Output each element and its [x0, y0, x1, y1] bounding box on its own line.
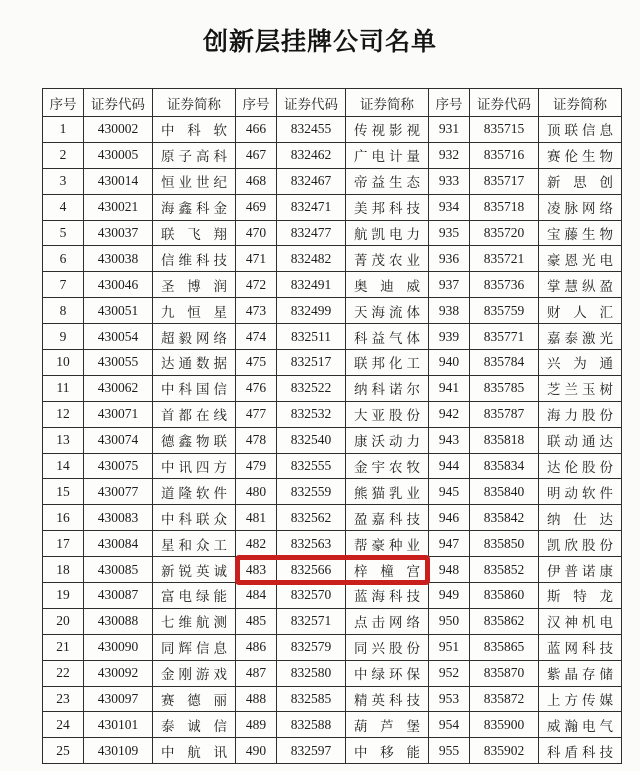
cell-seq: 951 [429, 634, 470, 660]
cell-code: 832566 [277, 557, 346, 583]
cell-code: 832471 [277, 194, 346, 220]
cell-name: 新锐英诚 [153, 557, 236, 583]
table-row [43, 557, 622, 583]
cell-code: 430037 [84, 220, 153, 246]
cell-seq: 937 [429, 272, 470, 298]
cell-seq: 932 [429, 142, 470, 168]
cell-name: 兴为通 [539, 350, 622, 376]
cell-code: 430046 [84, 272, 153, 298]
table-row [43, 142, 622, 168]
cell-code: 832477 [277, 220, 346, 246]
cell-code: 430051 [84, 298, 153, 324]
cell-code: 832597 [277, 738, 346, 764]
cell-name: 富电绿能 [153, 583, 236, 609]
cell-seq: 21 [43, 634, 84, 660]
table-row [43, 453, 622, 479]
cell-seq: 20 [43, 608, 84, 634]
cell-seq: 490 [236, 738, 277, 764]
cell-name: 原子高科 [153, 142, 236, 168]
cell-code: 835834 [470, 453, 539, 479]
cell-seq: 486 [236, 634, 277, 660]
cell-name: 伊普诺康 [539, 557, 622, 583]
cell-code: 430077 [84, 479, 153, 505]
cell-seq: 468 [236, 168, 277, 194]
cell-seq: 488 [236, 686, 277, 712]
cell-code: 832571 [277, 608, 346, 634]
cell-seq: 1 [43, 117, 84, 143]
cell-name: 新思创 [539, 168, 622, 194]
cell-code: 832455 [277, 117, 346, 143]
cell-name: 美邦科技 [346, 194, 429, 220]
companies-table [42, 88, 622, 764]
header-name-3: 证券简称 [539, 89, 622, 117]
cell-code: 835872 [470, 686, 539, 712]
table-row [43, 427, 622, 453]
cell-seq: 952 [429, 660, 470, 686]
cell-seq: 479 [236, 453, 277, 479]
cell-code: 835850 [470, 531, 539, 557]
cell-seq: 18 [43, 557, 84, 583]
cell-name: 点击网络 [346, 608, 429, 634]
cell-name: 熊猫乳业 [346, 479, 429, 505]
table-row [43, 194, 622, 220]
header-code-2: 证券代码 [277, 89, 346, 117]
cell-name: 恒业世纪 [153, 168, 236, 194]
cell-name: 嘉泰激光 [539, 324, 622, 350]
table-row [43, 712, 622, 738]
cell-name: 天海流体 [346, 298, 429, 324]
cell-seq: 487 [236, 660, 277, 686]
cell-seq: 943 [429, 427, 470, 453]
cell-code: 835870 [470, 660, 539, 686]
cell-name: 海鑫科金 [153, 194, 236, 220]
cell-name: 航凯电力 [346, 220, 429, 246]
cell-name: 蓝网科技 [539, 634, 622, 660]
header-name-2: 证券简称 [346, 89, 429, 117]
cell-name: 盈嘉科技 [346, 505, 429, 531]
header-seq-2: 序号 [236, 89, 277, 117]
cell-code: 832499 [277, 298, 346, 324]
cell-name: 凯欣股份 [539, 531, 622, 557]
table-body [43, 117, 622, 764]
cell-name: 赛德丽 [153, 686, 236, 712]
table-row [43, 686, 622, 712]
cell-code: 835718 [470, 194, 539, 220]
cell-seq: 955 [429, 738, 470, 764]
cell-seq: 949 [429, 583, 470, 609]
cell-code: 430109 [84, 738, 153, 764]
cell-seq: 4 [43, 194, 84, 220]
cell-code: 430075 [84, 453, 153, 479]
cell-name: 圣博润 [153, 272, 236, 298]
cell-name: 中移能 [346, 738, 429, 764]
cell-code: 430088 [84, 608, 153, 634]
cell-name: 梓橦宫 [346, 557, 429, 583]
cell-name: 大亚股份 [346, 401, 429, 427]
cell-seq: 3 [43, 168, 84, 194]
cell-name: 海力股份 [539, 401, 622, 427]
cell-code: 835720 [470, 220, 539, 246]
cell-seq: 5 [43, 220, 84, 246]
cell-code: 835785 [470, 375, 539, 401]
cell-seq: 474 [236, 324, 277, 350]
cell-name: 道隆软件 [153, 479, 236, 505]
cell-code: 430074 [84, 427, 153, 453]
cell-name: 信维科技 [153, 246, 236, 272]
cell-code: 835771 [470, 324, 539, 350]
cell-code: 430005 [84, 142, 153, 168]
cell-seq: 13 [43, 427, 84, 453]
cell-name: 帮豪种业 [346, 531, 429, 557]
cell-code: 430002 [84, 117, 153, 143]
cell-seq: 476 [236, 375, 277, 401]
cell-name: 超毅网络 [153, 324, 236, 350]
cell-seq: 9 [43, 324, 84, 350]
cell-name: 精英科技 [346, 686, 429, 712]
page-title: 创新层挂牌公司名单 [202, 28, 437, 56]
cell-name: 泰诚信 [153, 712, 236, 738]
cell-name: 联飞翔 [153, 220, 236, 246]
table-row [43, 324, 622, 350]
cell-name: 德鑫物联 [153, 427, 236, 453]
cell-code: 832482 [277, 246, 346, 272]
cell-code: 832462 [277, 142, 346, 168]
cell-seq: 467 [236, 142, 277, 168]
cell-name: 掌慧纵盈 [539, 272, 622, 298]
cell-code: 832563 [277, 531, 346, 557]
cell-code: 835759 [470, 298, 539, 324]
cell-name: 威瀚电气 [539, 712, 622, 738]
cell-seq: 470 [236, 220, 277, 246]
cell-name: 汉神机电 [539, 608, 622, 634]
cell-seq: 475 [236, 350, 277, 376]
cell-code: 430038 [84, 246, 153, 272]
cell-name: 菁茂农业 [346, 246, 429, 272]
cell-code: 835865 [470, 634, 539, 660]
cell-name: 联动通达 [539, 427, 622, 453]
cell-seq: 947 [429, 531, 470, 557]
cell-seq: 466 [236, 117, 277, 143]
cell-name: 星和众工 [153, 531, 236, 557]
cell-code: 835716 [470, 142, 539, 168]
table-row [43, 117, 622, 143]
cell-code: 835900 [470, 712, 539, 738]
cell-name: 联邦化工 [346, 350, 429, 376]
cell-name: 芝兰玉树 [539, 375, 622, 401]
cell-seq: 935 [429, 220, 470, 246]
cell-name: 康沃动力 [346, 427, 429, 453]
cell-code: 430097 [84, 686, 153, 712]
cell-name: 纳仕达 [539, 505, 622, 531]
cell-code: 835784 [470, 350, 539, 376]
cell-seq: 480 [236, 479, 277, 505]
cell-code: 835902 [470, 738, 539, 764]
header-seq-3: 序号 [429, 89, 470, 117]
cell-name: 明动软件 [539, 479, 622, 505]
cell-seq: 941 [429, 375, 470, 401]
table-row [43, 401, 622, 427]
table-row [43, 168, 622, 194]
cell-name: 蓝海科技 [346, 583, 429, 609]
cell-seq: 489 [236, 712, 277, 738]
cell-code: 832555 [277, 453, 346, 479]
cell-seq: 942 [429, 401, 470, 427]
cell-code: 835787 [470, 401, 539, 427]
cell-seq: 23 [43, 686, 84, 712]
cell-name: 传视影视 [346, 117, 429, 143]
cell-name: 首都在线 [153, 401, 236, 427]
cell-code: 430101 [84, 712, 153, 738]
cell-seq: 945 [429, 479, 470, 505]
table-row [43, 350, 622, 376]
cell-seq: 934 [429, 194, 470, 220]
cell-seq: 940 [429, 350, 470, 376]
cell-name: 斯特龙 [539, 583, 622, 609]
cell-name: 纳科诺尔 [346, 375, 429, 401]
cell-code: 835721 [470, 246, 539, 272]
cell-code: 430062 [84, 375, 153, 401]
cell-code: 835736 [470, 272, 539, 298]
cell-seq: 2 [43, 142, 84, 168]
cell-code: 430021 [84, 194, 153, 220]
cell-code: 832562 [277, 505, 346, 531]
cell-seq: 484 [236, 583, 277, 609]
cell-code: 832540 [277, 427, 346, 453]
cell-seq: 482 [236, 531, 277, 557]
cell-code: 835852 [470, 557, 539, 583]
cell-code: 430014 [84, 168, 153, 194]
cell-name: 达伦股份 [539, 453, 622, 479]
table-row [43, 634, 622, 660]
cell-seq: 478 [236, 427, 277, 453]
cell-seq: 946 [429, 505, 470, 531]
cell-seq: 19 [43, 583, 84, 609]
cell-code: 832580 [277, 660, 346, 686]
table-row [43, 660, 622, 686]
cell-name: 中科国信 [153, 375, 236, 401]
cell-code: 430090 [84, 634, 153, 660]
cell-code: 832588 [277, 712, 346, 738]
cell-seq: 477 [236, 401, 277, 427]
cell-seq: 10 [43, 350, 84, 376]
cell-seq: 938 [429, 298, 470, 324]
cell-name: 中科联众 [153, 505, 236, 531]
cell-code: 832511 [277, 324, 346, 350]
cell-code: 835860 [470, 583, 539, 609]
cell-seq: 931 [429, 117, 470, 143]
cell-name: 科盾科技 [539, 738, 622, 764]
cell-seq: 472 [236, 272, 277, 298]
cell-name: 七维航测 [153, 608, 236, 634]
table-row [43, 375, 622, 401]
cell-name: 九恒星 [153, 298, 236, 324]
cell-seq: 944 [429, 453, 470, 479]
table-row [43, 220, 622, 246]
cell-name: 广电计量 [346, 142, 429, 168]
cell-seq: 469 [236, 194, 277, 220]
cell-seq: 14 [43, 453, 84, 479]
cell-seq: 953 [429, 686, 470, 712]
cell-code: 835862 [470, 608, 539, 634]
table-row [43, 583, 622, 609]
cell-name: 紫晶存储 [539, 660, 622, 686]
cell-seq: 16 [43, 505, 84, 531]
table-row [43, 272, 622, 298]
cell-code: 835840 [470, 479, 539, 505]
cell-code: 430083 [84, 505, 153, 531]
cell-code: 835842 [470, 505, 539, 531]
header-seq-1: 序号 [43, 89, 84, 117]
cell-seq: 471 [236, 246, 277, 272]
cell-name: 葫芦堡 [346, 712, 429, 738]
cell-code: 832522 [277, 375, 346, 401]
cell-code: 832532 [277, 401, 346, 427]
cell-code: 430071 [84, 401, 153, 427]
cell-name: 中绿环保 [346, 660, 429, 686]
cell-name: 中科软 [153, 117, 236, 143]
cell-name: 顶联信息 [539, 117, 622, 143]
cell-name: 凌脉网络 [539, 194, 622, 220]
table-row [43, 246, 622, 272]
cell-seq: 948 [429, 557, 470, 583]
cell-seq: 22 [43, 660, 84, 686]
cell-code: 430087 [84, 583, 153, 609]
cell-code: 430054 [84, 324, 153, 350]
cell-code: 832579 [277, 634, 346, 660]
cell-seq: 24 [43, 712, 84, 738]
cell-code: 430092 [84, 660, 153, 686]
cell-name: 中航讯 [153, 738, 236, 764]
cell-seq: 15 [43, 479, 84, 505]
cell-name: 奥迪威 [346, 272, 429, 298]
cell-code: 832585 [277, 686, 346, 712]
table-row [43, 738, 622, 764]
table-row [43, 608, 622, 634]
table-header-row [43, 89, 622, 117]
cell-seq: 8 [43, 298, 84, 324]
cell-name: 财人汇 [539, 298, 622, 324]
cell-seq: 954 [429, 712, 470, 738]
cell-seq: 936 [429, 246, 470, 272]
header-code-1: 证券代码 [84, 89, 153, 117]
cell-name: 金宇农牧 [346, 453, 429, 479]
cell-code: 832517 [277, 350, 346, 376]
cell-seq: 485 [236, 608, 277, 634]
cell-seq: 950 [429, 608, 470, 634]
cell-seq: 25 [43, 738, 84, 764]
cell-seq: 6 [43, 246, 84, 272]
cell-code: 430084 [84, 531, 153, 557]
cell-name: 同兴股份 [346, 634, 429, 660]
cell-code: 832570 [277, 583, 346, 609]
cell-name: 达通数据 [153, 350, 236, 376]
table-row [43, 479, 622, 505]
table-row [43, 531, 622, 557]
cell-seq: 473 [236, 298, 277, 324]
cell-seq: 481 [236, 505, 277, 531]
cell-seq: 483 [236, 557, 277, 583]
cell-name: 帝益生态 [346, 168, 429, 194]
cell-name: 科益气体 [346, 324, 429, 350]
cell-code: 832491 [277, 272, 346, 298]
cell-seq: 17 [43, 531, 84, 557]
cell-name: 宝藤生物 [539, 220, 622, 246]
cell-code: 835717 [470, 168, 539, 194]
header-name-1: 证券简称 [153, 89, 236, 117]
cell-code: 430055 [84, 350, 153, 376]
cell-code: 832467 [277, 168, 346, 194]
cell-seq: 7 [43, 272, 84, 298]
cell-seq: 11 [43, 375, 84, 401]
table-row [43, 505, 622, 531]
cell-code: 832559 [277, 479, 346, 505]
companies-table-grid [42, 88, 622, 764]
cell-code: 835818 [470, 427, 539, 453]
cell-name: 上方传媒 [539, 686, 622, 712]
cell-name: 金刚游戏 [153, 660, 236, 686]
cell-name: 同辉信息 [153, 634, 236, 660]
cell-name: 豪恩光电 [539, 246, 622, 272]
cell-code: 430085 [84, 557, 153, 583]
cell-seq: 933 [429, 168, 470, 194]
cell-code: 835715 [470, 117, 539, 143]
cell-name: 中讯四方 [153, 453, 236, 479]
cell-name: 赛伦生物 [539, 142, 622, 168]
header-code-3: 证券代码 [470, 89, 539, 117]
cell-seq: 12 [43, 401, 84, 427]
cell-seq: 939 [429, 324, 470, 350]
table-row [43, 298, 622, 324]
